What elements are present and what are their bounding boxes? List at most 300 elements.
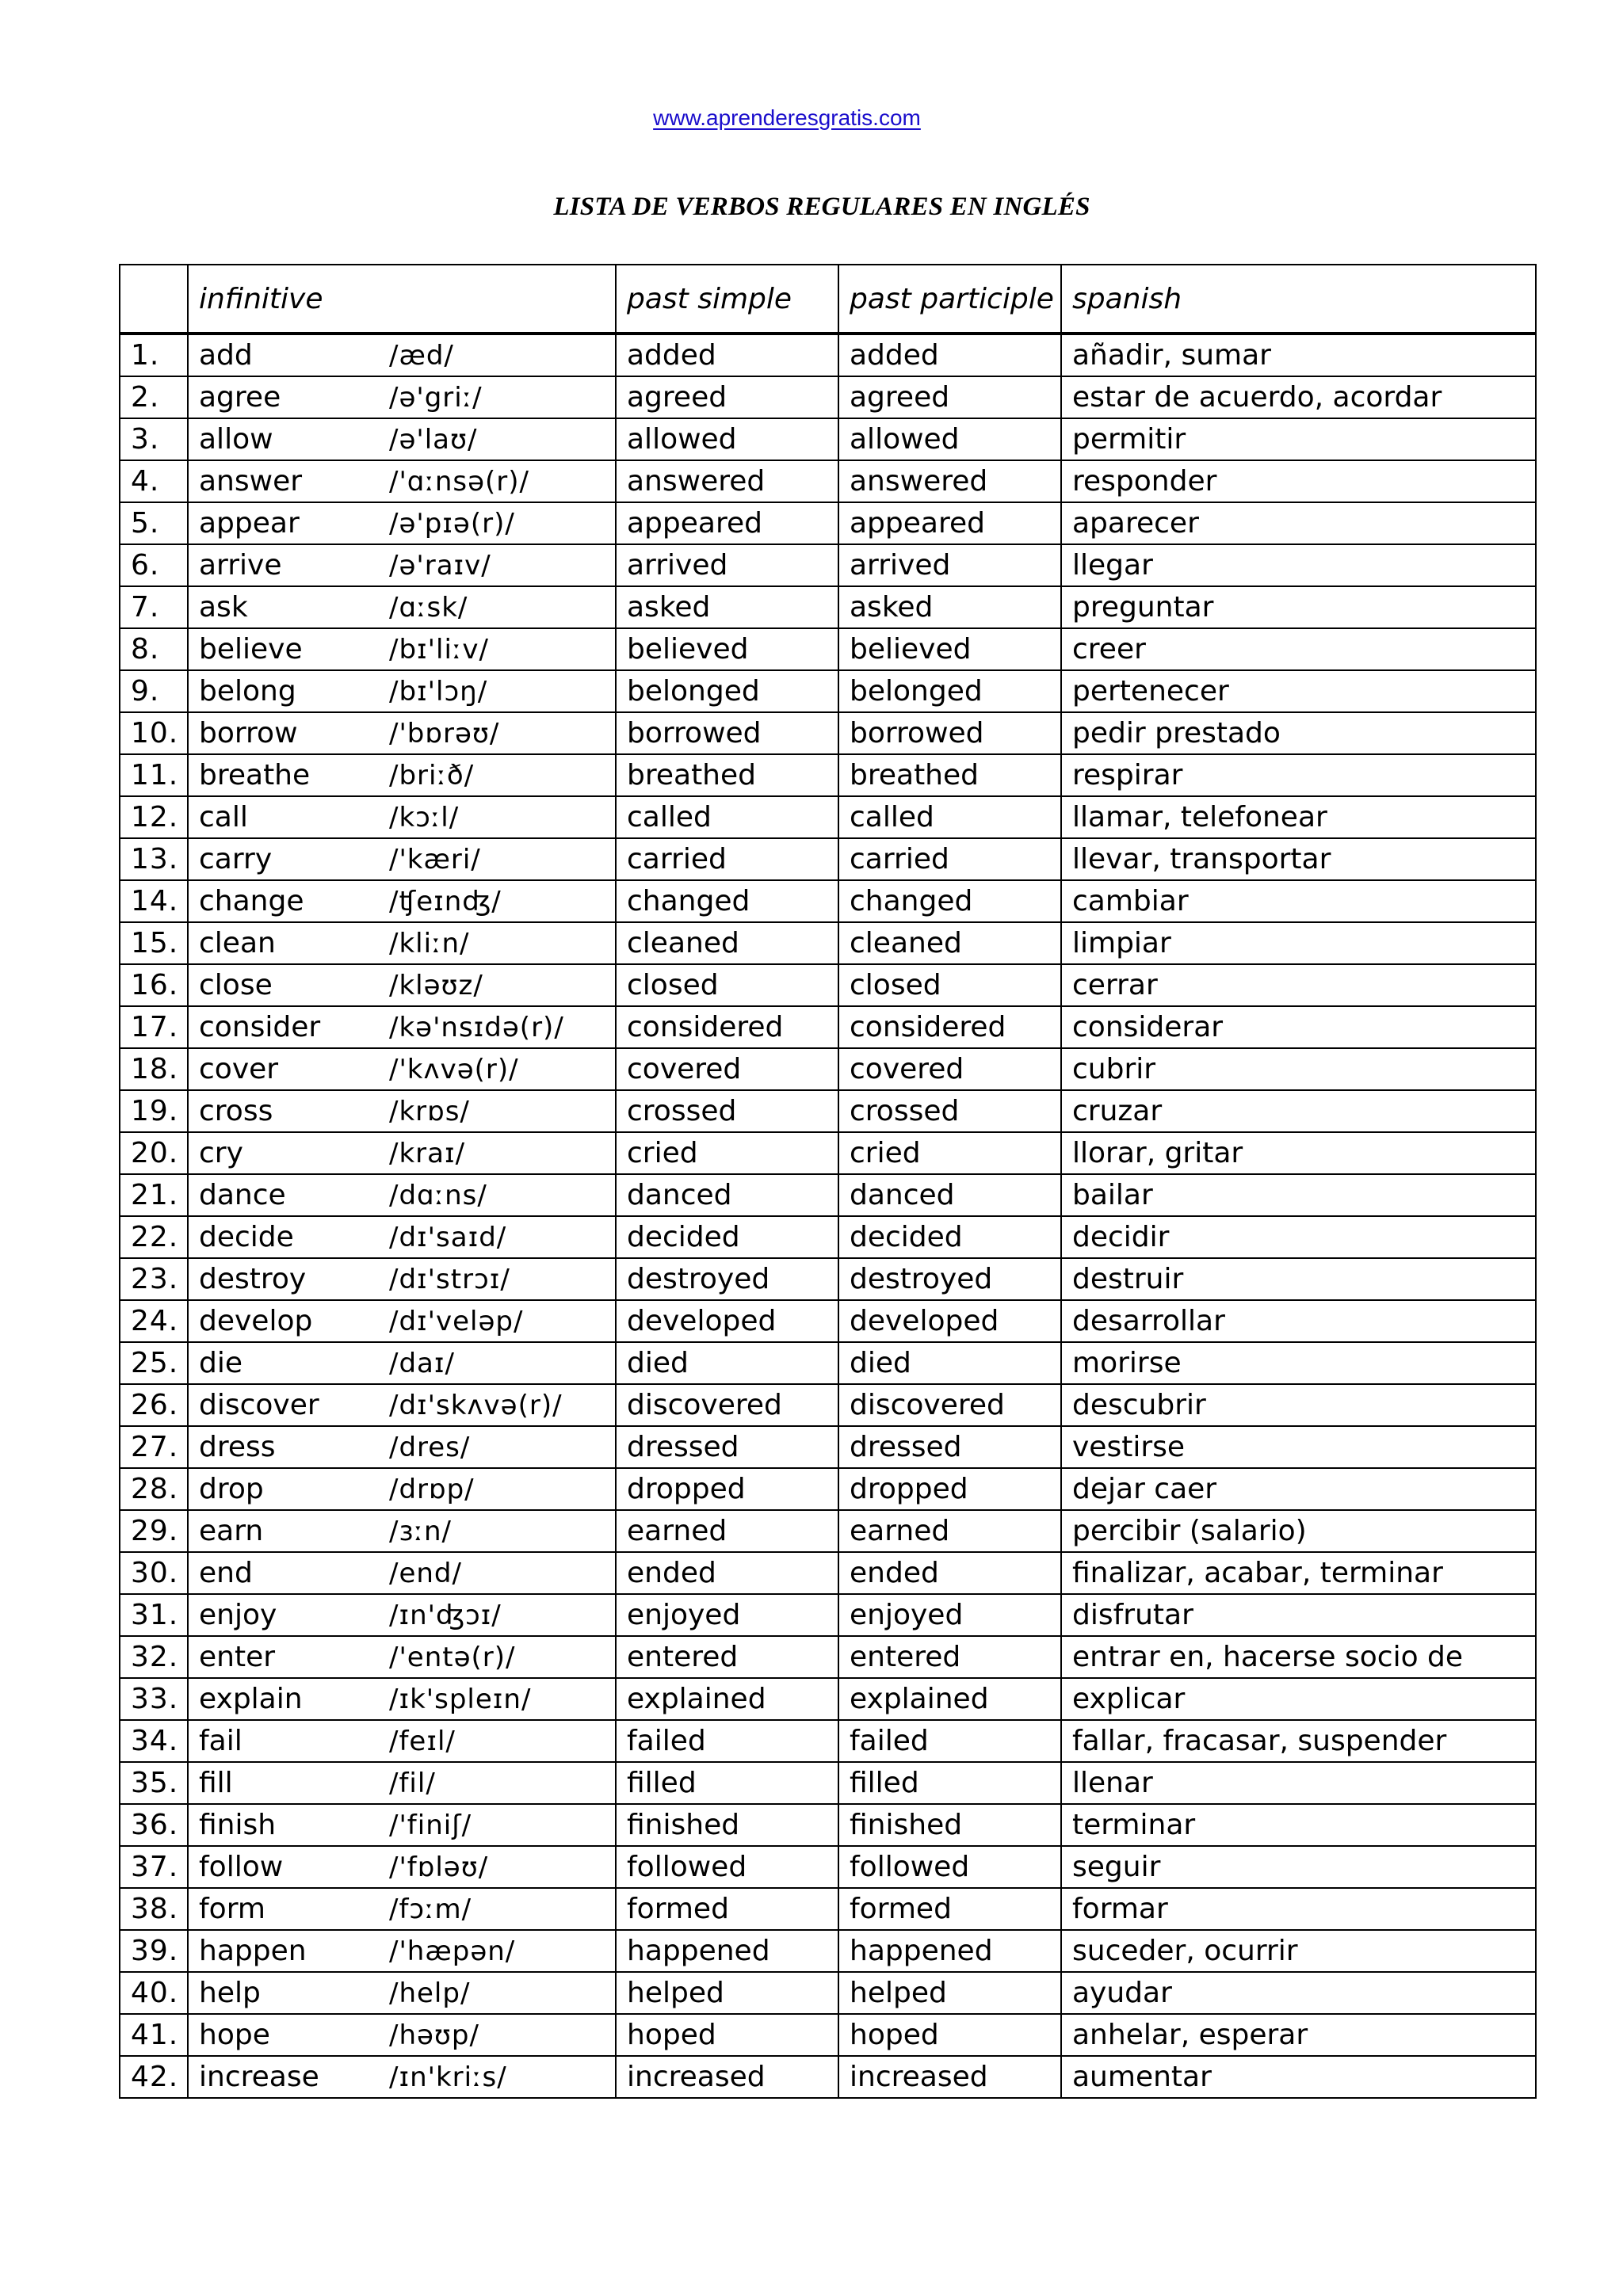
phonetic-transcription: /dres/ (389, 1432, 471, 1463)
infinitive-verb: enter (199, 1641, 276, 1673)
past-simple-cell: crossed (616, 1090, 838, 1132)
infinitive-verb: happen (199, 1935, 307, 1967)
past-simple-cell: cried (616, 1132, 838, 1174)
past-participle-cell: called (838, 796, 1061, 838)
header-number (120, 265, 188, 334)
row-number: 12. (120, 796, 188, 838)
past-simple-cell: called (616, 796, 838, 838)
infinitive-verb: form (199, 1893, 265, 1925)
row-number: 11. (120, 754, 188, 796)
phonetic-transcription: /ə'pɪə(r)/ (389, 508, 515, 540)
past-simple-cell: added (616, 334, 838, 376)
infinitive-cell (188, 1720, 616, 1762)
past-simple-cell: appeared (616, 502, 838, 544)
infinitive-verb: finish (199, 1809, 277, 1841)
verbs-table (119, 264, 1537, 2099)
infinitive-cell (188, 460, 616, 502)
infinitive-cell (188, 1174, 616, 1216)
spanish-cell: bailar (1061, 1174, 1536, 1216)
spanish-cell: añadir, sumar (1061, 334, 1536, 376)
past-simple-cell: asked (616, 586, 838, 628)
row-number: 38. (120, 1888, 188, 1930)
phonetic-transcription: /kraɪ/ (389, 1138, 466, 1169)
infinitive-verb: discover (199, 1389, 319, 1421)
infinitive-cell (188, 880, 616, 922)
table-row (120, 1762, 1536, 1804)
past-participle-cell: entered (838, 1636, 1061, 1678)
past-participle-cell: decided (838, 1216, 1061, 1258)
infinitive-cell (188, 1006, 616, 1048)
infinitive-verb: believe (199, 633, 303, 666)
spanish-cell: decidir (1061, 1216, 1536, 1258)
spanish-cell: explicar (1061, 1678, 1536, 1720)
infinitive-cell (188, 376, 616, 418)
infinitive-verb: arrive (199, 549, 282, 582)
past-participle-cell: died (838, 1342, 1061, 1384)
phonetic-transcription: /dɪ'saɪd/ (389, 1222, 507, 1253)
past-participle-cell: cleaned (838, 922, 1061, 964)
spanish-cell: estar de acuerdo, acordar (1061, 376, 1536, 418)
past-simple-cell: discovered (616, 1384, 838, 1426)
infinitive-cell (188, 1300, 616, 1342)
infinitive-cell (188, 1552, 616, 1594)
phonetic-transcription: /dɪ'skʌvə(r)/ (389, 1390, 563, 1421)
spanish-cell: creer (1061, 628, 1536, 670)
past-participle-cell: answered (838, 460, 1061, 502)
phonetic-transcription: /həʊp/ (389, 2019, 479, 2051)
past-participle-cell: arrived (838, 544, 1061, 586)
table-row (120, 1594, 1536, 1636)
infinitive-cell (188, 1048, 616, 1090)
spanish-cell: llamar, telefonear (1061, 796, 1536, 838)
phonetic-transcription: /'finiʃ/ (389, 1810, 472, 1841)
row-number: 26. (120, 1384, 188, 1426)
past-participle-cell: appeared (838, 502, 1061, 544)
table-row (120, 1174, 1536, 1216)
row-number: 33. (120, 1678, 188, 1720)
infinitive-cell (188, 2056, 616, 2098)
infinitive-verb: enjoy (199, 1599, 277, 1631)
row-number: 15. (120, 922, 188, 964)
table-row (120, 2014, 1536, 2056)
phonetic-transcription: /dɪ'veləp/ (389, 1306, 524, 1337)
infinitive-cell (188, 1678, 616, 1720)
past-simple-cell: ended (616, 1552, 838, 1594)
past-participle-cell: filled (838, 1762, 1061, 1804)
phonetic-transcription: /ɪk'spleɪn/ (389, 1684, 532, 1715)
past-participle-cell: danced (838, 1174, 1061, 1216)
spanish-cell: percibir (salario) (1061, 1510, 1536, 1552)
infinitive-cell (188, 1426, 616, 1468)
past-participle-cell: happened (838, 1930, 1061, 1972)
infinitive-verb: cry (199, 1137, 243, 1169)
row-number: 27. (120, 1426, 188, 1468)
past-simple-cell: hoped (616, 2014, 838, 2056)
infinitive-verb: earn (199, 1515, 264, 1547)
row-number: 32. (120, 1636, 188, 1678)
past-simple-cell: entered (616, 1636, 838, 1678)
past-participle-cell: crossed (838, 1090, 1061, 1132)
header-row (120, 265, 1536, 334)
row-number: 14. (120, 880, 188, 922)
spanish-cell: terminar (1061, 1804, 1536, 1846)
infinitive-verb: borrow (199, 717, 298, 749)
infinitive-verb: ask (199, 591, 248, 624)
past-participle-cell: ended (838, 1552, 1061, 1594)
phonetic-transcription: /'fɒləʊ/ (389, 1852, 489, 1883)
row-number: 18. (120, 1048, 188, 1090)
row-number: 2. (120, 376, 188, 418)
spanish-cell: finalizar, acabar, terminar (1061, 1552, 1536, 1594)
infinitive-cell (188, 1216, 616, 1258)
infinitive-cell (188, 922, 616, 964)
spanish-cell: aparecer (1061, 502, 1536, 544)
infinitive-cell (188, 334, 616, 376)
spanish-cell: fallar, fracasar, suspender (1061, 1720, 1536, 1762)
spanish-cell: llorar, gritar (1061, 1132, 1536, 1174)
infinitive-cell (188, 1972, 616, 2014)
table-row (120, 1972, 1536, 2014)
header-spanish: spanish (1061, 265, 1536, 334)
row-number: 9. (120, 670, 188, 712)
row-number: 25. (120, 1342, 188, 1384)
past-simple-cell: filled (616, 1762, 838, 1804)
infinitive-verb: dress (199, 1431, 276, 1463)
table-row (120, 1804, 1536, 1846)
table-row (120, 1090, 1536, 1132)
infinitive-verb: breathe (199, 759, 311, 791)
spanish-cell: desarrollar (1061, 1300, 1536, 1342)
row-number: 10. (120, 712, 188, 754)
past-participle-cell: borrowed (838, 712, 1061, 754)
table-row (120, 418, 1536, 460)
phonetic-transcription: /dɑːns/ (389, 1180, 487, 1211)
past-participle-cell: failed (838, 1720, 1061, 1762)
spanish-cell: disfrutar (1061, 1594, 1536, 1636)
phonetic-transcription: /ʧeɪnʤ/ (389, 886, 502, 917)
phonetic-transcription: /fil/ (389, 1768, 436, 1799)
phonetic-transcription: /daɪ/ (389, 1348, 455, 1379)
phonetic-transcription: /ɜːn/ (389, 1516, 452, 1547)
verbs-table-header (120, 265, 1536, 334)
spanish-cell: llenar (1061, 1762, 1536, 1804)
spanish-cell: descubrir (1061, 1384, 1536, 1426)
infinitive-verb: fail (199, 1725, 242, 1757)
phonetic-transcription: /kliːn/ (389, 928, 470, 959)
past-participle-cell: destroyed (838, 1258, 1061, 1300)
row-number: 23. (120, 1258, 188, 1300)
past-participle-cell: added (838, 334, 1061, 376)
infinitive-verb: hope (199, 2019, 270, 2051)
infinitive-verb: belong (199, 675, 296, 707)
row-number: 19. (120, 1090, 188, 1132)
past-simple-cell: enjoyed (616, 1594, 838, 1636)
past-participle-cell: enjoyed (838, 1594, 1061, 1636)
infinitive-cell (188, 1468, 616, 1510)
infinitive-cell (188, 1930, 616, 1972)
spanish-cell: destruir (1061, 1258, 1536, 1300)
past-participle-cell: breathed (838, 754, 1061, 796)
spanish-cell: considerar (1061, 1006, 1536, 1048)
infinitive-cell (188, 1258, 616, 1300)
row-number: 7. (120, 586, 188, 628)
infinitive-verb: dance (199, 1179, 286, 1211)
past-simple-cell: failed (616, 1720, 838, 1762)
spanish-cell: anhelar, esperar (1061, 2014, 1536, 2056)
phonetic-transcription: /end/ (389, 1558, 462, 1589)
past-participle-cell: discovered (838, 1384, 1061, 1426)
phonetic-transcription: /'hæpən/ (389, 1936, 516, 1967)
past-participle-cell: followed (838, 1846, 1061, 1888)
spanish-cell: aumentar (1061, 2056, 1536, 2098)
table-row (120, 334, 1536, 376)
table-row (120, 1258, 1536, 1300)
past-simple-cell: changed (616, 880, 838, 922)
past-simple-cell: borrowed (616, 712, 838, 754)
row-number: 20. (120, 1132, 188, 1174)
row-number: 3. (120, 418, 188, 460)
phonetic-transcription: /ɑːsk/ (389, 592, 468, 624)
row-number: 5. (120, 502, 188, 544)
infinitive-verb: explain (199, 1683, 303, 1715)
infinitive-verb: agree (199, 381, 281, 414)
site-link[interactable]: www.aprenderesgratis.com (653, 105, 921, 130)
phonetic-transcription: /æd/ (389, 340, 454, 372)
infinitive-cell (188, 1888, 616, 1930)
row-number: 4. (120, 460, 188, 502)
infinitive-cell (188, 1804, 616, 1846)
past-simple-cell: breathed (616, 754, 838, 796)
phonetic-transcription: /bɪ'lɔŋ/ (389, 676, 488, 707)
row-number: 6. (120, 544, 188, 586)
infinitive-verb: increase (199, 2061, 319, 2093)
row-number: 35. (120, 1762, 188, 1804)
infinitive-verb: close (199, 969, 273, 1001)
spanish-cell: seguir (1061, 1846, 1536, 1888)
past-simple-cell: allowed (616, 418, 838, 460)
infinitive-cell (188, 1594, 616, 1636)
infinitive-cell (188, 754, 616, 796)
past-simple-cell: belonged (616, 670, 838, 712)
spanish-cell: pedir prestado (1061, 712, 1536, 754)
infinitive-verb: answer (199, 465, 303, 498)
row-number: 21. (120, 1174, 188, 1216)
table-row (120, 754, 1536, 796)
phonetic-transcription: /fɔːm/ (389, 1894, 472, 1925)
spanish-cell: vestirse (1061, 1426, 1536, 1468)
infinitive-cell (188, 628, 616, 670)
table-row (120, 964, 1536, 1006)
infinitive-verb: die (199, 1347, 243, 1379)
infinitive-cell (188, 796, 616, 838)
table-row (120, 1048, 1536, 1090)
row-number: 30. (120, 1552, 188, 1594)
spanish-cell: preguntar (1061, 586, 1536, 628)
table-row (120, 460, 1536, 502)
past-simple-cell: developed (616, 1300, 838, 1342)
past-simple-cell: covered (616, 1048, 838, 1090)
past-simple-cell: believed (616, 628, 838, 670)
infinitive-verb: call (199, 801, 248, 833)
phonetic-transcription: /ɪn'ʤɔɪ/ (389, 1600, 502, 1631)
table-row (120, 376, 1536, 418)
spanish-cell: ayudar (1061, 1972, 1536, 2014)
phonetic-transcription: /help/ (389, 1978, 471, 2009)
past-participle-cell: asked (838, 586, 1061, 628)
spanish-cell: cruzar (1061, 1090, 1536, 1132)
past-participle-cell: agreed (838, 376, 1061, 418)
infinitive-verb: clean (199, 927, 276, 959)
past-simple-cell: destroyed (616, 1258, 838, 1300)
infinitive-verb: carry (199, 843, 273, 875)
past-simple-cell: decided (616, 1216, 838, 1258)
infinitive-verb: allow (199, 423, 273, 456)
spanish-cell: morirse (1061, 1342, 1536, 1384)
table-row (120, 1720, 1536, 1762)
spanish-cell: permitir (1061, 418, 1536, 460)
past-simple-cell: earned (616, 1510, 838, 1552)
verbs-table-body (120, 334, 1536, 2098)
infinitive-cell (188, 1846, 616, 1888)
table-row (120, 1846, 1536, 1888)
table-row (120, 838, 1536, 880)
row-number: 31. (120, 1594, 188, 1636)
infinitive-verb: cover (199, 1053, 279, 1085)
table-row (120, 712, 1536, 754)
infinitive-verb: follow (199, 1851, 284, 1883)
past-simple-cell: happened (616, 1930, 838, 1972)
spanish-cell: cubrir (1061, 1048, 1536, 1090)
infinitive-verb: end (199, 1557, 253, 1589)
past-participle-cell: helped (838, 1972, 1061, 2014)
table-row (120, 1426, 1536, 1468)
past-simple-cell: dropped (616, 1468, 838, 1510)
row-number: 42. (120, 2056, 188, 2098)
phonetic-transcription: /bɪ'liːv/ (389, 634, 489, 666)
phonetic-transcription: /krɒs/ (389, 1096, 470, 1127)
phonetic-transcription: /ə'raɪv/ (389, 550, 491, 582)
past-participle-cell: cried (838, 1132, 1061, 1174)
spanish-cell: limpiar (1061, 922, 1536, 964)
row-number: 34. (120, 1720, 188, 1762)
infinitive-cell (188, 1090, 616, 1132)
past-participle-cell: closed (838, 964, 1061, 1006)
spanish-cell: responder (1061, 460, 1536, 502)
past-simple-cell: increased (616, 2056, 838, 2098)
infinitive-verb: help (199, 1977, 261, 2009)
row-number: 22. (120, 1216, 188, 1258)
infinitive-cell (188, 712, 616, 754)
infinitive-cell (188, 1342, 616, 1384)
row-number: 24. (120, 1300, 188, 1342)
spanish-cell: suceder, ocurrir (1061, 1930, 1536, 1972)
past-simple-cell: helped (616, 1972, 838, 2014)
table-row (120, 1132, 1536, 1174)
phonetic-transcription: /'entə(r)/ (389, 1642, 516, 1673)
infinitive-verb: destroy (199, 1263, 307, 1295)
past-simple-cell: followed (616, 1846, 838, 1888)
table-row (120, 922, 1536, 964)
infinitive-verb: develop (199, 1305, 313, 1337)
infinitive-cell (188, 544, 616, 586)
infinitive-cell (188, 418, 616, 460)
past-participle-cell: allowed (838, 418, 1061, 460)
phonetic-transcription: /dɪ'strɔɪ/ (389, 1264, 510, 1295)
spanish-cell: formar (1061, 1888, 1536, 1930)
header-infinitive: infinitive (188, 265, 616, 334)
infinitive-verb: drop (199, 1473, 264, 1505)
past-simple-cell: closed (616, 964, 838, 1006)
past-participle-cell: belonged (838, 670, 1061, 712)
infinitive-cell (188, 502, 616, 544)
phonetic-transcription: /briːð/ (389, 760, 475, 791)
table-row (120, 502, 1536, 544)
past-simple-cell: cleaned (616, 922, 838, 964)
table-row (120, 1384, 1536, 1426)
table-row (120, 1510, 1536, 1552)
header-past-simple: past simple (616, 265, 838, 334)
table-row (120, 1678, 1536, 1720)
infinitive-cell (188, 2014, 616, 2056)
table-row (120, 670, 1536, 712)
phonetic-transcription: /kɔːl/ (389, 802, 460, 833)
phonetic-transcription: /feɪl/ (389, 1726, 456, 1757)
infinitive-cell (188, 1636, 616, 1678)
past-participle-cell: formed (838, 1888, 1061, 1930)
spanish-cell: llegar (1061, 544, 1536, 586)
table-row (120, 1552, 1536, 1594)
infinitive-verb: change (199, 885, 304, 917)
past-participle-cell: increased (838, 2056, 1061, 2098)
infinitive-verb: decide (199, 1221, 294, 1253)
table-row (120, 1342, 1536, 1384)
phonetic-transcription: /'kʌvə(r)/ (389, 1054, 519, 1085)
spanish-cell: respirar (1061, 754, 1536, 796)
infinitive-verb: appear (199, 507, 300, 540)
spanish-cell: pertenecer (1061, 670, 1536, 712)
row-number: 28. (120, 1468, 188, 1510)
past-participle-cell: carried (838, 838, 1061, 880)
row-number: 17. (120, 1006, 188, 1048)
past-simple-cell: agreed (616, 376, 838, 418)
table-row (120, 1636, 1536, 1678)
past-participle-cell: changed (838, 880, 1061, 922)
past-simple-cell: answered (616, 460, 838, 502)
phonetic-transcription: /'kæri/ (389, 844, 481, 875)
table-row (120, 1888, 1536, 1930)
table-row (120, 586, 1536, 628)
phonetic-transcription: /ɪn'kriːs/ (389, 2061, 507, 2093)
infinitive-cell (188, 1762, 616, 1804)
past-participle-cell: explained (838, 1678, 1061, 1720)
past-participle-cell: considered (838, 1006, 1061, 1048)
table-row (120, 1300, 1536, 1342)
past-simple-cell: explained (616, 1678, 838, 1720)
infinitive-cell (188, 838, 616, 880)
past-simple-cell: danced (616, 1174, 838, 1216)
table-row (120, 880, 1536, 922)
past-simple-cell: dressed (616, 1426, 838, 1468)
past-simple-cell: considered (616, 1006, 838, 1048)
row-number: 8. (120, 628, 188, 670)
infinitive-verb: fill (199, 1767, 233, 1799)
infinitive-cell (188, 1510, 616, 1552)
infinitive-verb: cross (199, 1095, 273, 1127)
table-row (120, 1216, 1536, 1258)
infinitive-cell (188, 586, 616, 628)
table-row (120, 1930, 1536, 1972)
row-number: 37. (120, 1846, 188, 1888)
